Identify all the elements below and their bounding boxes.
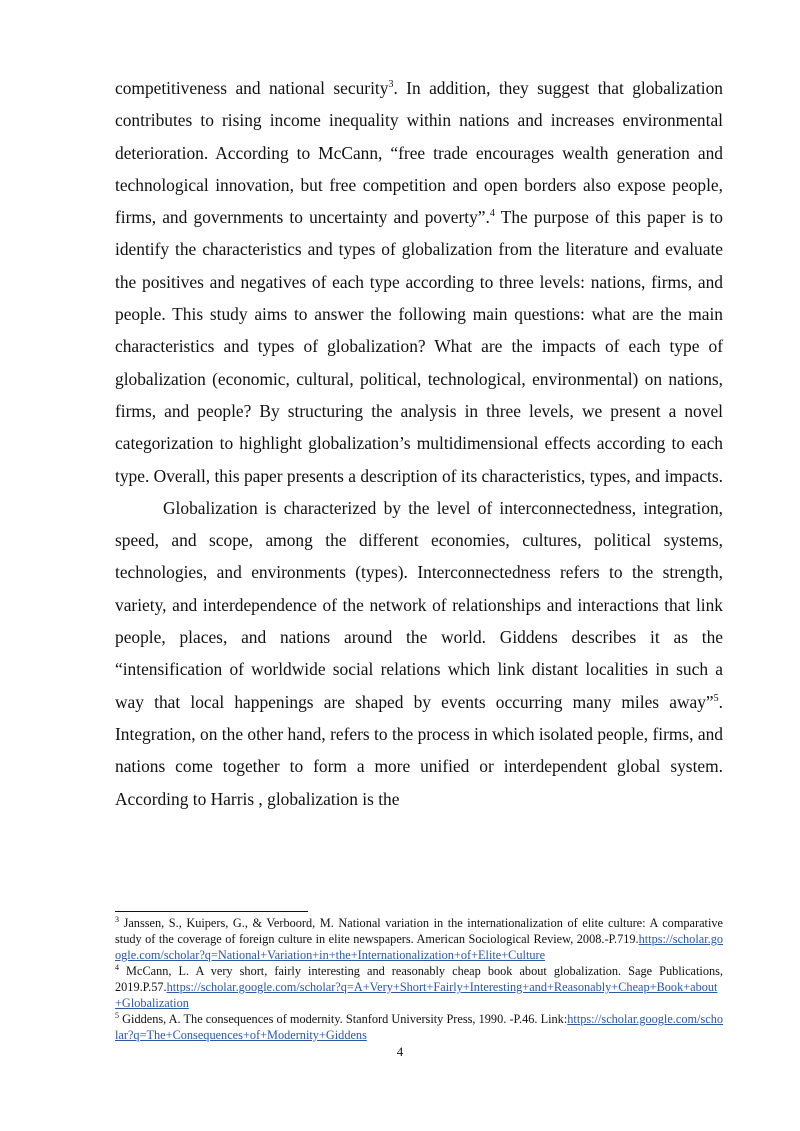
footnote-ref: 3 — [388, 79, 394, 91]
paragraph-text: Globalization is characterized by the level of interconnectedness, integration, speed, and scope, among the different economies, cultures, political systems, technologies, and environments (types). Interconnectedness refers to the strength, variety, and interdependence of the network of relationships and interactions that link people, places, and nations around the world. Giddens describes it as the “intensification of worldwide social relations which link distant localities in such a way that local happenings are shaped by events occurring many miles away” — [115, 497, 723, 712]
footnote-link[interactable]: https://scholar.google.com/scholar?q=The+Consequences+of+Modernity+Giddens — [115, 1012, 723, 1042]
paragraph-text: The purpose of this paper is to identify the characteristics and types of globalization from the literature and evaluate the positives and negatives of each type according to three levels: nations, firms, and people. This study aims to answer the following main questions: what are the main characteristics and types of globalization? What are the impacts of each type of globalization (economic, cultural, political, technological, environmental) on nations, firms, and people? By structuring the analysis in three levels, we present a novel categorization to highlight globalization’s multidimensional effects according to each type. Overall, this paper presents a description of its characteristics, types, and impacts. — [115, 207, 724, 486]
footnote-4 — [115, 963, 723, 1011]
footnote-link[interactable]: https://scholar.google.com/scholar?q=National+Variation+in+the+Internationalization+of+Elite+Culture — [115, 932, 723, 962]
paragraph-text: competitiveness and national security — [115, 78, 389, 98]
footnote-text: Janssen, S., Kuipers, G., & Verboord, M. National variation in the internationalization of elite culture: A comparative study of the coverage of foreign culture in elite newspapers. American Sociological Review, 2008.-P.719. — [115, 916, 723, 946]
paragraph-1 — [115, 72, 723, 492]
paragraph-text: . In addition, they suggest that globalization contributes to rising income inequality within nations and increases environmental deterioration. According to McCann, “free trade encourages wealth generation and technological innovation, but free competition and open borders also expose people, firms, and governments to uncertainty and poverty”. — [115, 78, 723, 228]
footnote-link[interactable]: https://scholar.google.com/scholar?q=A+Very+Short+Fairly+Interesting+and+Reasonably+Cheap+Book+about+Globalization — [115, 980, 718, 1010]
footnotes — [115, 915, 723, 1043]
footnote-ref: 4 — [489, 208, 495, 220]
footnote-number: 5 — [115, 1010, 119, 1020]
footnote-number: 4 — [115, 962, 119, 972]
footnote-5 — [115, 1011, 723, 1043]
paragraph-text: . Integration, on the other hand, refers to the process in which isolated people, firms, and nations come together to form a more unified or interdependent global system. According to Harris , globalization is the — [115, 691, 723, 809]
footnote-separator — [115, 911, 308, 912]
paragraph-2 — [115, 492, 723, 815]
page-number: 4 — [396, 1044, 404, 1059]
page-body — [115, 72, 723, 815]
footnote-text: McCann, L. A very short, fairly interesting and reasonably cheap book about globalization. Sage Publications, 2019.P.57. — [115, 964, 723, 994]
footnote-ref: 5 — [713, 692, 719, 704]
footnote-text: Giddens, A. The consequences of modernity. Stanford University Press, 1990. -P.46. Link: — [119, 1012, 568, 1026]
footnote-3 — [115, 915, 723, 963]
footnote-number: 3 — [115, 914, 119, 924]
